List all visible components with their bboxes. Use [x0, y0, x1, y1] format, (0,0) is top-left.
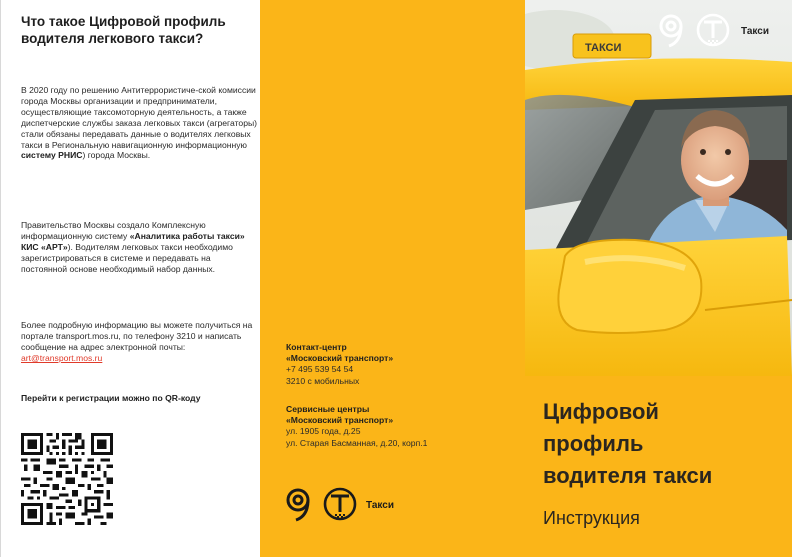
title-line-2: профиль — [543, 431, 644, 456]
left-panel — [0, 0, 260, 557]
title-line-3: водителя такси — [543, 463, 713, 488]
contact-center-title: Контакт-центр — [286, 342, 347, 352]
service-address-2: ул. Старая Басманная, д.20, корп.1 — [286, 437, 428, 448]
mid-logo-text: Такси — [366, 500, 395, 511]
service-centers-block — [286, 404, 516, 449]
paragraph-kis-art — [21, 220, 257, 275]
contact-center-block — [286, 342, 516, 387]
moscow-transport-taxi-logo — [284, 486, 424, 524]
right-taxi-logo — [657, 12, 787, 52]
middle-panel — [260, 0, 525, 557]
taxi-driver-photo — [525, 0, 792, 376]
taxi-t-icon — [325, 489, 355, 519]
service-address-1: ул. 1905 года, д.25 — [286, 426, 361, 437]
taxi-t-icon-white — [698, 15, 728, 45]
paragraph-kis-bold: «Аналитика работы такси» КИС «АРТ» — [21, 230, 245, 252]
paragraph-kis-text-a: Правительство Москвы создало Комплексную информационную систему — [21, 220, 206, 241]
paragraph-kis-text-b: ). Водителям легковых такси необходимо зарегистрироваться в системе и передавать на постоянной основе необходимый набор данных. — [21, 241, 233, 274]
qr-label: Перейти к регистрации можно по QR-коду — [21, 393, 201, 403]
svg-text:ТАКСИ: ТАКСИ — [585, 42, 622, 54]
paragraph-more-info — [21, 320, 257, 364]
info-heading: Что такое Цифровой профиль водителя легкового такси? — [21, 14, 226, 46]
email-link[interactable]: art@transport.mos.ru — [21, 352, 103, 363]
paragraph-rnis-text-a: В 2020 году по решению Антитеррористиче-ской комиссии города Москвы организации и предприниматели, осуществляющие таксомоторную деятельность, а также диспетчерские службы заказа легковых такси (агрегаторы) стали обязаны передавать данные о водителях легковых такси в Региональную навигационную информационную — [21, 85, 258, 150]
nine-logo-icon-white — [661, 16, 681, 46]
brochure-title — [543, 396, 783, 492]
nine-logo-icon — [288, 490, 308, 520]
qr-code-icon[interactable] — [21, 433, 113, 525]
paragraph-more-info-text: Более подробную информацию вы можете получиться на портале transport.mos.ru, по телефону 3210 и написать сообщение на адрес электронной почты: — [21, 320, 253, 352]
paragraph-rnis-text-b: ) города Москвы. — [82, 150, 151, 161]
contact-mobile: 3210 с мобильных — [286, 375, 360, 386]
service-centers-title: Сервисные центры — [286, 404, 370, 414]
right-panel — [525, 0, 792, 557]
paragraph-rnis — [21, 85, 257, 161]
paragraph-rnis-bold: систему РНИС — [21, 150, 83, 161]
title-line-1: Цифровой — [543, 399, 659, 424]
contact-center-org: «Московский транспорт» — [286, 353, 394, 364]
contact-phone[interactable]: +7 495 539 54 54 — [286, 364, 354, 375]
brochure-subtitle: Инструкция — [543, 508, 640, 528]
service-centers-org: «Московский транспорт» — [286, 415, 394, 426]
right-logo-text: Такси — [741, 26, 770, 37]
